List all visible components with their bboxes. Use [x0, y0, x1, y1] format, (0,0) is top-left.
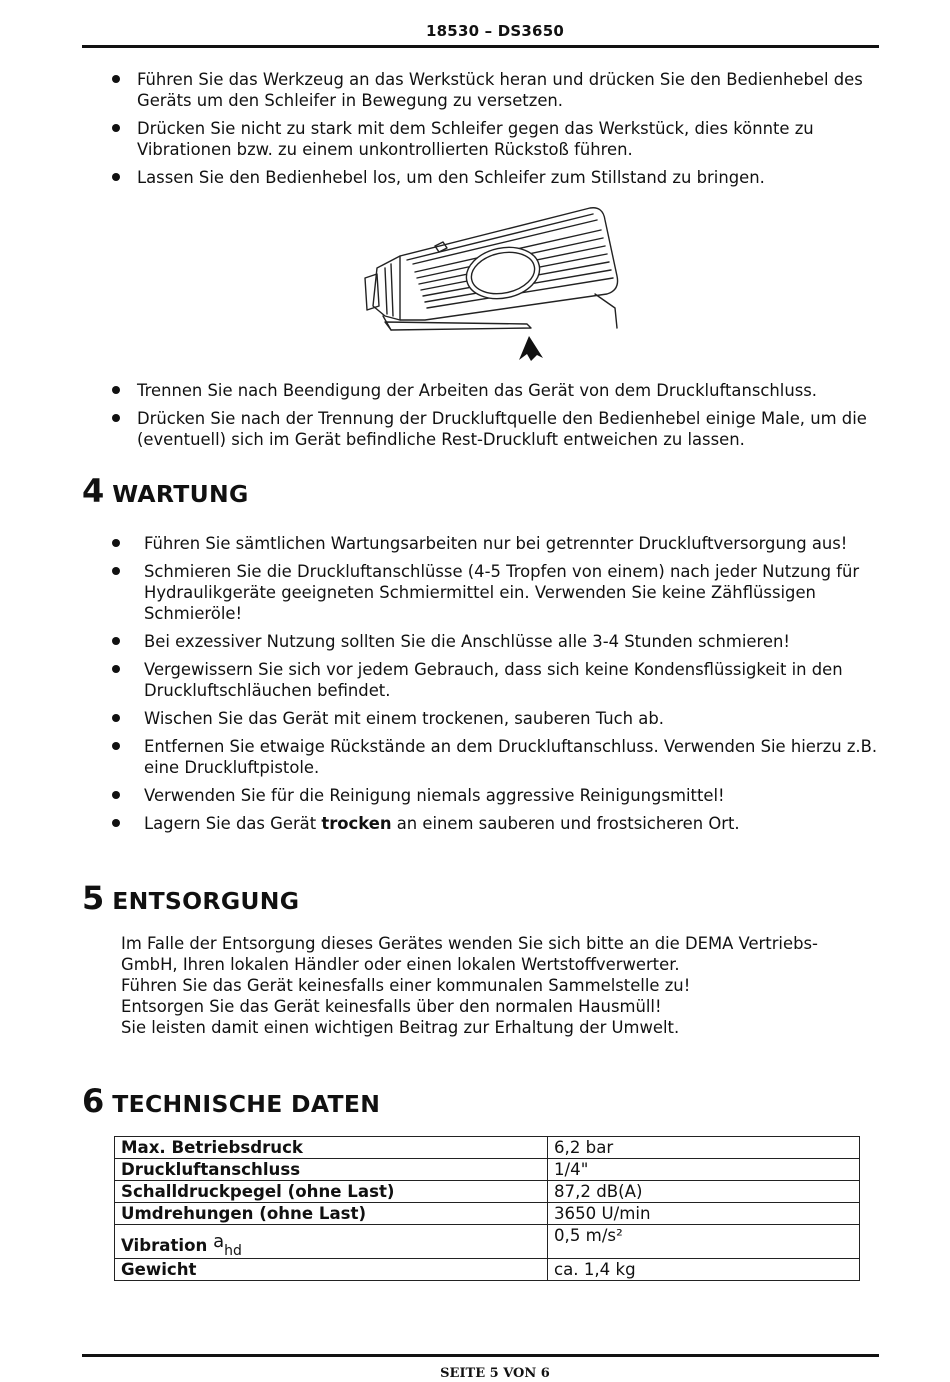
list-item: Drücken Sie nicht zu stark mit dem Schleifer gegen das Werkstück, dies könnte zu Vibrationen bzw. zu einem unkontrollierten Rückstoß führen. [110, 118, 890, 160]
list-item: Drücken Sie nach der Trennung der Druckluftquelle den Bedienhebel einige Male, um die (eventuell) sich im Gerät befindliche Rest-Druckluft entweichen zu lassen. [110, 408, 890, 450]
spec-value: 0,5 m/s² [548, 1225, 860, 1259]
paragraph-line: Führen Sie das Gerät keinesfalls einer kommunalen Sammelstelle zu! [121, 976, 691, 995]
section-heading-entsorgung [82, 879, 299, 917]
table-row [115, 1259, 860, 1281]
spec-key-text: Vibration [121, 1236, 214, 1255]
entsorgung-paragraph [121, 933, 881, 1038]
section-heading-wartung [82, 472, 249, 510]
table-row [115, 1181, 860, 1203]
after-image-bullet-list [110, 380, 890, 457]
list-item: Lassen Sie den Bedienhebel los, um den Schleifer zum Stillstand zu bringen. [110, 167, 890, 188]
spec-key: Schalldruckpegel (ohne Last) [115, 1181, 548, 1203]
spec-value: ca. 1,4 kg [548, 1259, 860, 1281]
section-title: TECHNISCHE DATEN [112, 1090, 381, 1118]
paragraph-line: Im Falle der Entsorgung dieses Gerätes wenden Sie sich bitte an die DEMA Vertriebs- [121, 934, 818, 953]
table-row [115, 1203, 860, 1225]
paragraph-line: Sie leisten damit einen wichtigen Beitrag zur Erhaltung der Umwelt. [121, 1018, 680, 1037]
paragraph-line: GmbH, Ihren lokalen Händler oder einen lokalen Wertstoffverwerter. [121, 955, 680, 974]
list-item [110, 813, 890, 834]
spec-key: Max. Betriebsdruck [115, 1137, 548, 1159]
spec-value: 1/4" [548, 1159, 860, 1181]
footer-rule [82, 1354, 879, 1357]
table-row [115, 1159, 860, 1181]
spec-key [115, 1225, 548, 1259]
spec-key-subscript: hd [224, 1243, 242, 1259]
page-number-footer: SEITE 5 VON 6 [440, 1366, 550, 1381]
section-number: 6 [82, 1082, 105, 1120]
wartung-bullet-list [110, 533, 890, 841]
table-row [115, 1225, 860, 1259]
header-rule [82, 45, 879, 48]
section-number: 4 [82, 472, 105, 510]
list-item: Führen Sie sämtlichen Wartungsarbeiten nur bei getrennter Druckluftversorgung aus! [110, 533, 890, 554]
list-item: Schmieren Sie die Druckluftanschlüsse (4-5 Tropfen von einem) nach jeder Nutzung für Hydraulikgeräte geeigneten Schmiermittel ein. Verwenden Sie keine Zähflüssigen Schmieröle! [110, 561, 890, 624]
list-item-text: an einem sauberen und frostsicheren Ort. [391, 814, 740, 833]
sander-lever-illustration [355, 198, 635, 368]
list-item-emphasis: trocken [321, 814, 392, 833]
list-item: Bei exzessiver Nutzung sollten Sie die Anschlüsse alle 3-4 Stunden schmieren! [110, 631, 890, 652]
table-row [115, 1137, 860, 1159]
section-title: WARTUNG [112, 480, 249, 508]
spec-value: 3650 U/min [548, 1203, 860, 1225]
section-title: ENTSORGUNG [112, 887, 300, 915]
list-item: Verwenden Sie für die Reinigung niemals aggressive Reinigungsmittel! [110, 785, 890, 806]
section-heading-technische-daten [82, 1082, 380, 1120]
spec-key-symbol: a [213, 1231, 225, 1252]
spec-key: Umdrehungen (ohne Last) [115, 1203, 548, 1225]
intro-bullet-list [110, 69, 890, 195]
list-item: Führen Sie das Werkzeug an das Werkstück heran und drücken Sie den Bedienhebel des Geräts um den Schleifer in Bewegung zu versetzen. [110, 69, 890, 111]
list-item-text: Lagern Sie das Gerät [144, 814, 322, 833]
section-number: 5 [82, 879, 105, 917]
list-item: Vergewissern Sie sich vor jedem Gebrauch, dass sich keine Kondensflüssigkeit in den Druckluftschläuchen befindet. [110, 659, 890, 701]
list-item: Trennen Sie nach Beendigung der Arbeiten das Gerät von dem Druckluftanschluss. [110, 380, 890, 401]
spec-key: Druckluftanschluss [115, 1159, 548, 1181]
paragraph-line: Entsorgen Sie das Gerät keinesfalls über den normalen Hausmüll! [121, 997, 662, 1016]
spec-key: Gewicht [115, 1259, 548, 1281]
spec-value: 6,2 bar [548, 1137, 860, 1159]
list-item: Wischen Sie das Gerät mit einem trockenen, sauberen Tuch ab. [110, 708, 890, 729]
list-item: Entfernen Sie etwaige Rückstände an dem Druckluftanschluss. Verwenden Sie hierzu z.B. eine Druckluftpistole. [110, 736, 890, 778]
spec-value: 87,2 dB(A) [548, 1181, 860, 1203]
document-header-title: 18530 – DS3650 [426, 22, 564, 40]
technical-data-table [114, 1136, 860, 1281]
